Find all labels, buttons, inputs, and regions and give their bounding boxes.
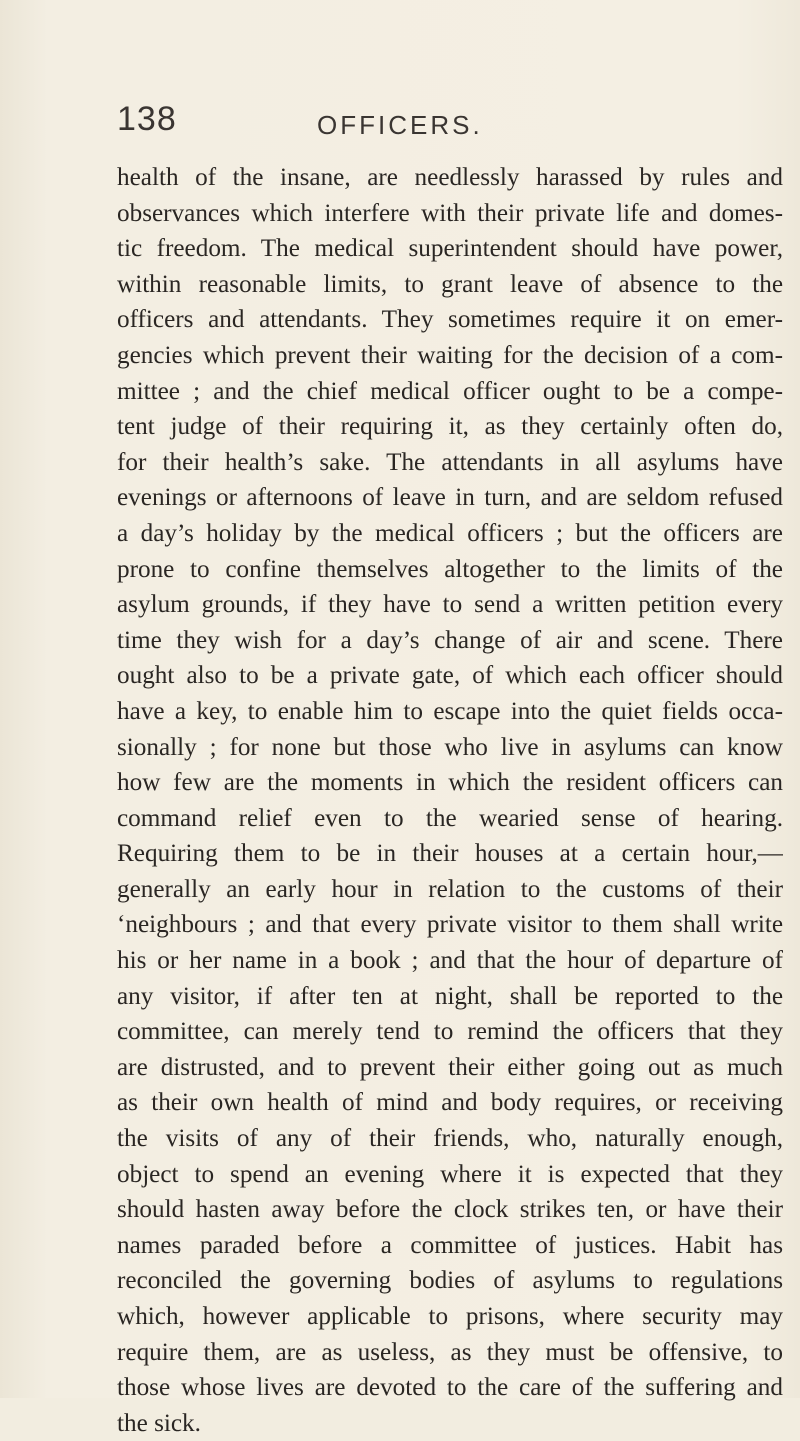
text-line: any visitor, if after ten at night, shall be reported to the (117, 982, 783, 1010)
text-line: command relief even to the wearied sense of hearing. (117, 804, 783, 832)
text-line: officers and attendants. They sometimes require it on emer- (117, 306, 783, 334)
text-line: a day’s holiday by the medical officers ; but the officers are (117, 519, 783, 547)
text-line: those whose lives are devoted to the care of the suffering and (117, 1374, 783, 1402)
text-line: how few are the moments in which the resident officers can (117, 769, 783, 797)
text-line: as their own health of mind and body requires, or receiving (117, 1089, 783, 1117)
text-line: tic freedom. The medical superintendent should have power, (117, 235, 783, 263)
text-line: tent judge of their requiring it, as they certainly often do, (117, 413, 783, 441)
text-line: the visits of any of their friends, who, naturally enough, (117, 1125, 783, 1153)
text-line: for their health’s sake. The attendants in all asylums have (117, 448, 783, 476)
text-line: reconciled the governing bodies of asylums to regulations (117, 1267, 783, 1295)
text-line: have a key, to enable him to escape into the quiet fields occa- (117, 697, 783, 725)
text-line: the sick. (117, 1409, 201, 1437)
text-line: sionally ; for none but those who live in asylums can know (117, 733, 783, 761)
body-text (117, 160, 783, 1441)
text-line: evenings or afternoons of leave in turn, and are seldom refused (117, 484, 783, 512)
text-line: ought also to be a private gate, of which each officer should (117, 662, 783, 690)
text-line: committee, can merely tend to remind the officers that they (117, 1018, 783, 1046)
text-line: are distrusted, and to prevent their either going out as much (117, 1053, 783, 1081)
text-line: which, however applicable to prisons, where security may (117, 1303, 783, 1330)
text-line: observances which interfere with their private life and domes- (117, 199, 783, 227)
text-line: time they wish for a day’s change of air and scene. There (117, 626, 783, 654)
text-line: should hasten away before the clock strikes ten, or have their (117, 1196, 783, 1224)
text-line: names paraded before a committee of justices. Habit has (117, 1231, 783, 1259)
text-line: prone to confine themselves altogether to the limits of the (117, 555, 783, 583)
text-line: ‘neighbours ; and that every private visitor to them shall write (117, 911, 783, 939)
text-line: generally an early hour in relation to the customs of their (117, 875, 783, 903)
running-title: OFFICERS. (317, 110, 483, 140)
text-line: asylum grounds, if they have to send a written petition every (117, 591, 783, 619)
text-line: health of the insane, are needlessly harassed by rules and (117, 164, 783, 191)
text-line: object to spend an evening where it is expected that they (117, 1160, 783, 1188)
running-head (117, 100, 783, 150)
text-line: gencies which prevent their waiting for the decision of a com- (117, 341, 783, 369)
page-number: 138 (117, 100, 177, 138)
text-line: Requiring them to be in their houses at a certain hour,— (117, 840, 783, 868)
text-line: within reasonable limits, to grant leave of absence to the (117, 270, 783, 298)
text-line: require them, are as useless, as they must be offensive, to (117, 1338, 783, 1366)
text-line: his or her name in a book ; and that the hour of departure of (117, 947, 783, 975)
text-line: mittee ; and the chief medical officer ought to be a compe- (117, 377, 783, 405)
